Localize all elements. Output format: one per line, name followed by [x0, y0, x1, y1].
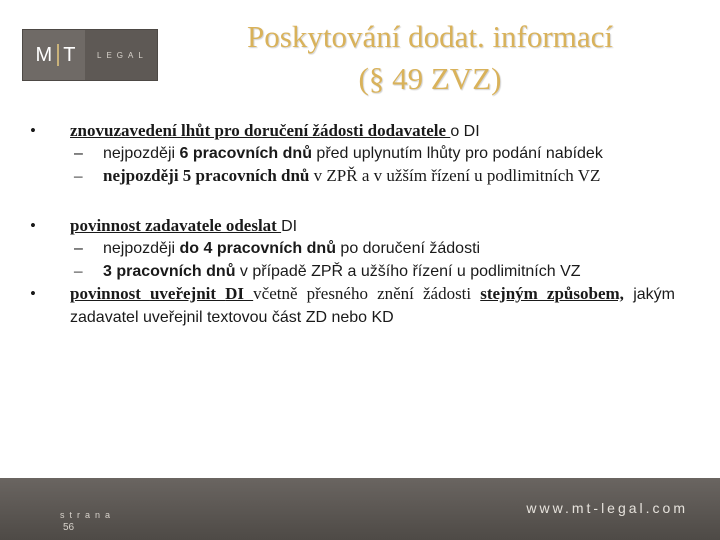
bullet-marker: • — [30, 216, 36, 235]
bullet-1-sub-2 — [30, 165, 675, 187]
website-url: www.mt-legal.com — [526, 500, 688, 516]
sub-post: v ZPŘ a v užším řízení u podlimitních VZ — [309, 166, 601, 185]
bullet-2-rest: DI — [281, 218, 298, 235]
sub-bold: do 4 pracovních dnů — [179, 240, 336, 257]
sub-post: před uplynutím lhůty pro podání nabídek — [311, 145, 603, 162]
sub-pre: nejpozději — [103, 145, 180, 162]
slide-title-line2: (§ 49 ZVZ) — [358, 61, 502, 96]
logo-word: LEGAL — [97, 50, 148, 60]
bullet-1-lead: znovuzavedení lhůt pro doručení žádosti dodavatele — [70, 121, 451, 140]
sub-pre: nejpozději — [103, 240, 180, 257]
sub-bold: nejpozději 5 pracovních dnů — [103, 166, 310, 185]
logo-divider — [57, 44, 59, 66]
sub-dash: – — [74, 145, 83, 162]
sub-dash: – — [74, 261, 83, 280]
bullet-3-lead-1: povinnost — [70, 284, 150, 303]
bullet-1 — [30, 120, 675, 143]
bullet-2-sub-1 — [30, 238, 675, 260]
bullet-3-lead-3: DI — [225, 284, 254, 303]
bullet-marker: • — [30, 121, 36, 140]
slide-title-line1: Poskytování dodat. informací — [247, 19, 613, 54]
bullet-3-post: jakým zadavatel uveřejnil textovou část ZD nebo KD — [70, 286, 675, 326]
bullet-1-sub-1 — [30, 143, 675, 165]
bullet-3-mid: včetně přesného znění žádosti — [253, 284, 481, 303]
logo-mark — [23, 44, 89, 67]
bullet-2-lead: povinnost zadavatele odeslat — [70, 216, 282, 235]
sub-bold: 3 pracovních dnů — [103, 263, 236, 280]
slide-title — [170, 16, 690, 100]
mt-legal-logo — [22, 29, 158, 81]
bullet-2-sub-2 — [30, 260, 675, 283]
sub-bold: 6 pracovních dnů — [179, 145, 312, 162]
bullet-3-bold: stejným způsobem, — [480, 284, 624, 303]
logo-mark-m: M — [35, 43, 54, 66]
footer-bar — [0, 478, 720, 540]
bullet-3 — [30, 283, 675, 329]
sub-dash: – — [74, 166, 83, 185]
page-number: 56 — [63, 522, 75, 533]
sub-post: v případě ZPŘ a užšího řízení u podlimitních VZ — [235, 263, 581, 280]
slide-content — [30, 120, 675, 329]
strana-label: strana — [60, 510, 116, 520]
logo-mark-t: T — [63, 43, 77, 66]
bullet-2 — [30, 215, 675, 238]
sub-dash: – — [74, 240, 83, 257]
bullet-marker: • — [30, 284, 36, 303]
bullet-1-rest: o DI — [450, 123, 480, 140]
sub-post: po doručení žádosti — [335, 240, 481, 257]
bullet-3-lead-2: uveřejnit — [149, 284, 226, 303]
